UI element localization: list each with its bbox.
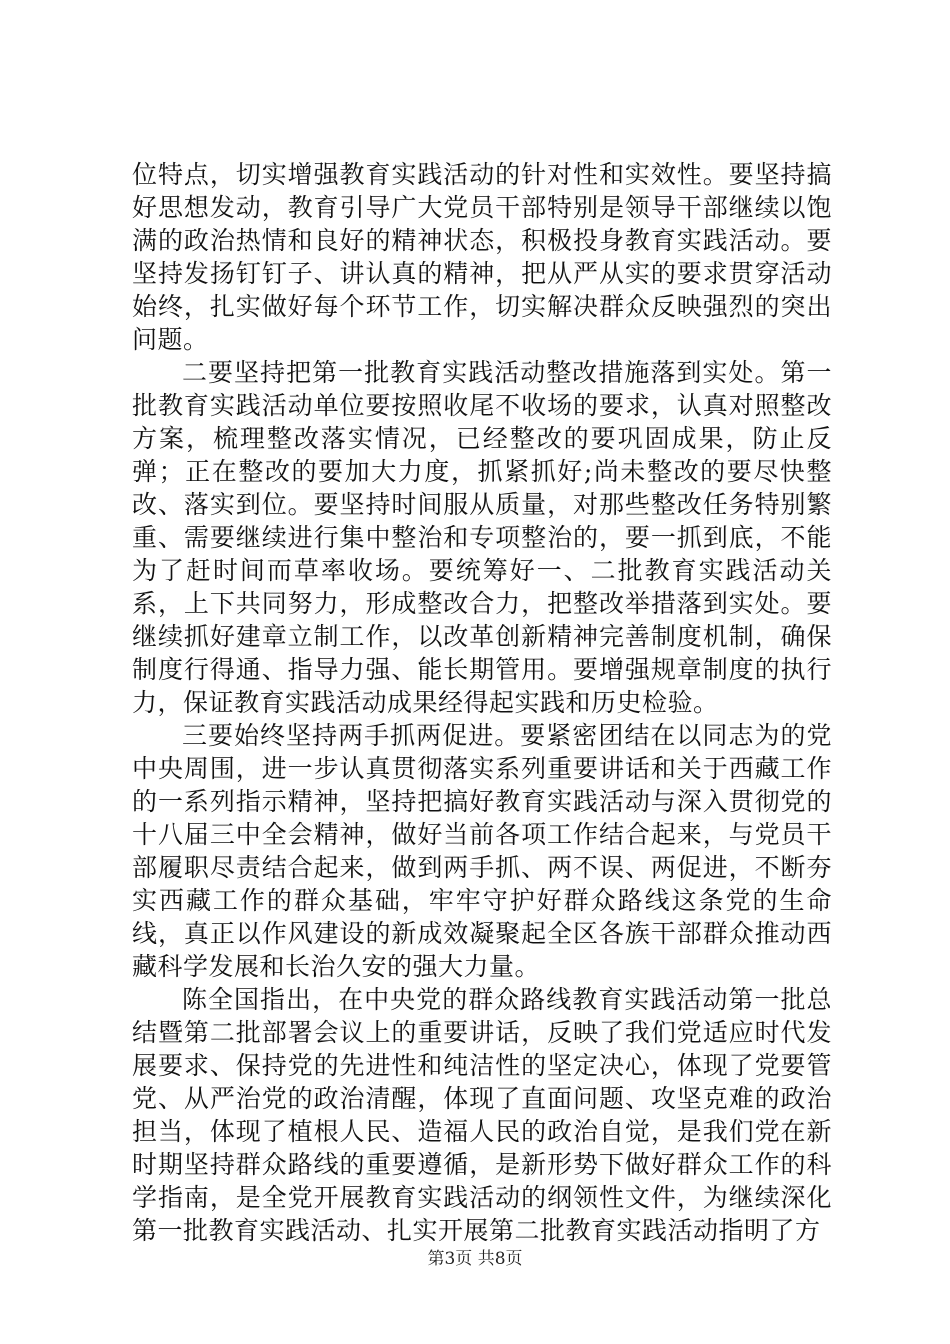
document-body: [132, 158, 832, 1247]
paragraph-1: 位特点，切实增强教育实践活动的针对性和实效性。要坚持搞好思想发动，教育引导广大党员干部特别是领导干部继续以饱满的政治热情和良好的精神状态，积极投身教育实践活动。要坚持发扬钉钉子、讲认真的精神，把从严从实的要求贯穿活动始终，扎实做好每个环节工作，切实解决群众反映强烈的突出问题。: [132, 160, 832, 354]
paragraph-3: 三要始终坚持两手抓两促进。要紧密团结在以同志为的党中央周围，进一步认真贯彻落实系列重要讲话和关于西藏工作的一系列指示精神，坚持把搞好教育实践活动与深入贯彻党的十八届三中全会精神，做好当前各项工作结合起来，与党员干部履职尽责结合起来，做到两手抓、两不误、两促进，不断夯实西藏工作的群众基础，牢牢守护好群众路线这条党的生命线，真正以作风建设的新成效凝聚起全区各族干部群众推动西藏科学发展和长治久安的强大力量。: [132, 721, 832, 981]
paragraph-4: 陈全国指出，在中央党的群众路线教育实践活动第一批总结暨第二批部署会议上的重要讲话，反映了我们党适应时代发展要求、保持党的先进性和纯洁性的坚定决心，体现了党要管党、从严治党的政治清醒，体现了直面问题、攻坚克难的政治担当，体现了植根人民、造福人民的政治自觉，是我们党在新时期坚持群众路线的重要遵循，是新形势下做好群众工作的科学指南，是全党开展教育实践活动的纲领性文件，为继续深化第一批教育实践活动、扎实开展第二批教育实践活动指明了方: [132, 985, 832, 1245]
page-number-footer: 第3页 共8页: [427, 1249, 523, 1269]
paragraph-2: 二要坚持把第一批教育实践活动整改措施落到实处。第一批教育实践活动单位要按照收尾不收场的要求，认真对照整改方案，梳理整改落实情况，已经整改的要巩固成果，防止反弹；正在整改的要加大力度，抓紧抓好;尚未整改的要尽快整改、落实到位。要坚持时间服从质量，对那些整改任务特别繁重、需要继续进行集中整治和专项整治的，要一抓到底，不能为了赶时间而草率收场。要统筹好一、二批教育实践活动关系，上下共同努力，形成整改合力，把整改举措落到实处。要继续抓好建章立制工作，以改革创新精神完善制度机制，确保制度行得通、指导力强、能长期管用。要增强规章制度的执行力，保证教育实践活动成果经得起实践和历史检验。: [132, 358, 832, 717]
